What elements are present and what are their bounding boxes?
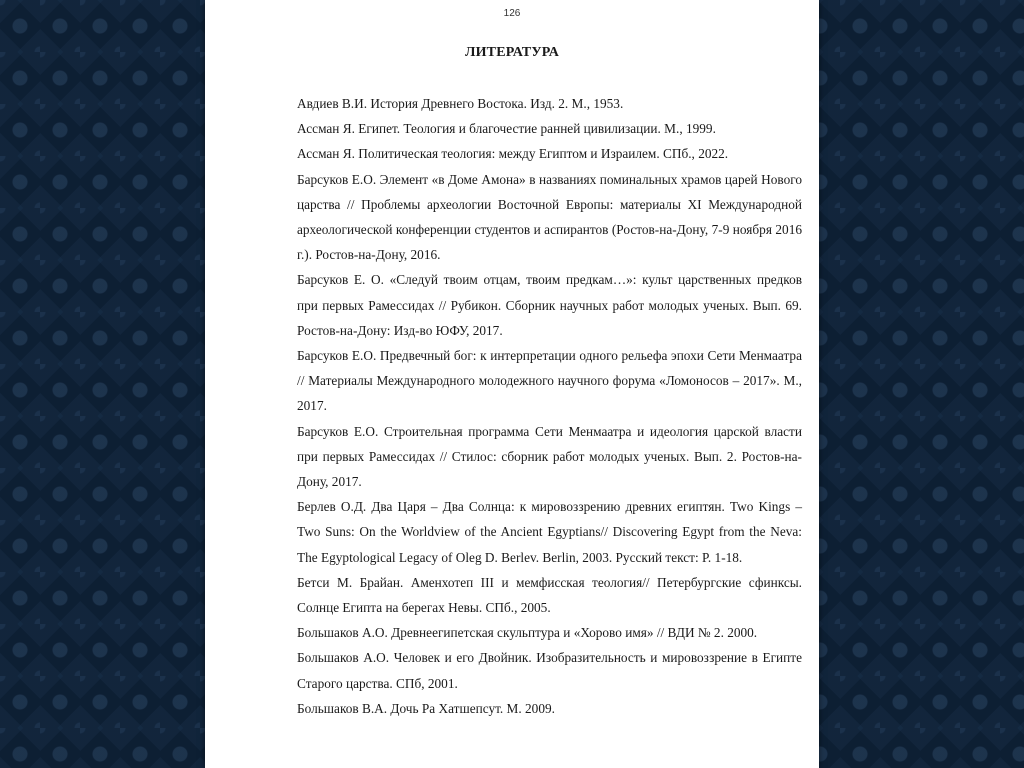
bibliography-entry: Барсуков Е.О. Предвечный бог: к интерпретации одного рельефа эпохи Сети Менмаатра // Материалы Международного молодежного научного форума «Ломоносов – 2017». М., 2017.	[297, 348, 802, 414]
bibliography-entry: Берлев О.Д. Два Царя – Два Солнца: к мировоззрению древних египтян. Two Kings – Two Suns: On the Worldview of the Ancient Egyptians// Discovering Egypt from the Neva: The Egyptological Legacy of Oleg D. Berlev. Berlin, 2003. Русский текст: P. 1-18.	[297, 499, 802, 565]
bibliography-entry: Барсуков Е.О. Элемент «в Доме Амона» в названиях поминальных храмов царей Нового царства // Проблемы археологии Восточной Европы: материалы XI Международной археологической конференции студентов и аспирантов (Ростов-на-Дону, 7-9 ноября 2016 г.). Ростов-на-Дону, 2016.	[297, 171, 802, 263]
bibliography-entry: Бетси М. Брайан. Аменхотеп III и мемфисская теология// Петербургские сфинксы. Солнце Египта на берегах Невы. СПб., 2005.	[297, 574, 802, 616]
document-page	[205, 0, 819, 768]
bibliography-entry: Ассман Я. Политическая теология: между Египтом и Израилем. СПб., 2022.	[297, 146, 729, 162]
page-title: ЛИТЕРАТУРА	[464, 45, 560, 60]
bibliography-entry: Большаков А.О. Древнеегипетская скульптура и «Хорово имя» // ВДИ № 2. 2000.	[297, 625, 758, 641]
page-number: 126	[503, 8, 521, 19]
bibliography-list	[297, 91, 802, 721]
bibliography-entry: Большаков В.А. Дочь Ра Хатшепсут. М. 2009.	[297, 700, 555, 716]
bibliography-entry: Барсуков Е.О. Строительная программа Сети Менмаатра и идеология царской власти при первых Рамессидах // Стилос: сборник работ молодых ученых. Вып. 2. Ростов-на-Дону, 2017.	[297, 423, 802, 490]
bibliography-entry: Барсуков Е. О. «Следуй твоим отцам, твоим предкам…»: культ царственных предков при первых Рамессидах // Рубикон. Сборник научных работ молодых ученых. Вып. 69. Ростов-на-Дону: Изд-во ЮФУ, 2017.	[297, 272, 802, 338]
bibliography-entry: Большаков А.О. Человек и его Двойник. Изобразительность и мировоззрение в Египте Старого царства. СПб, 2001.	[297, 650, 802, 691]
bibliography-entry: Ассман Я. Египет. Теология и благочестие ранней цивилизации. М., 1999.	[297, 121, 716, 137]
bibliography-entry: Авдиев В.И. История Древнего Востока. Изд. 2. М., 1953.	[297, 96, 624, 111]
